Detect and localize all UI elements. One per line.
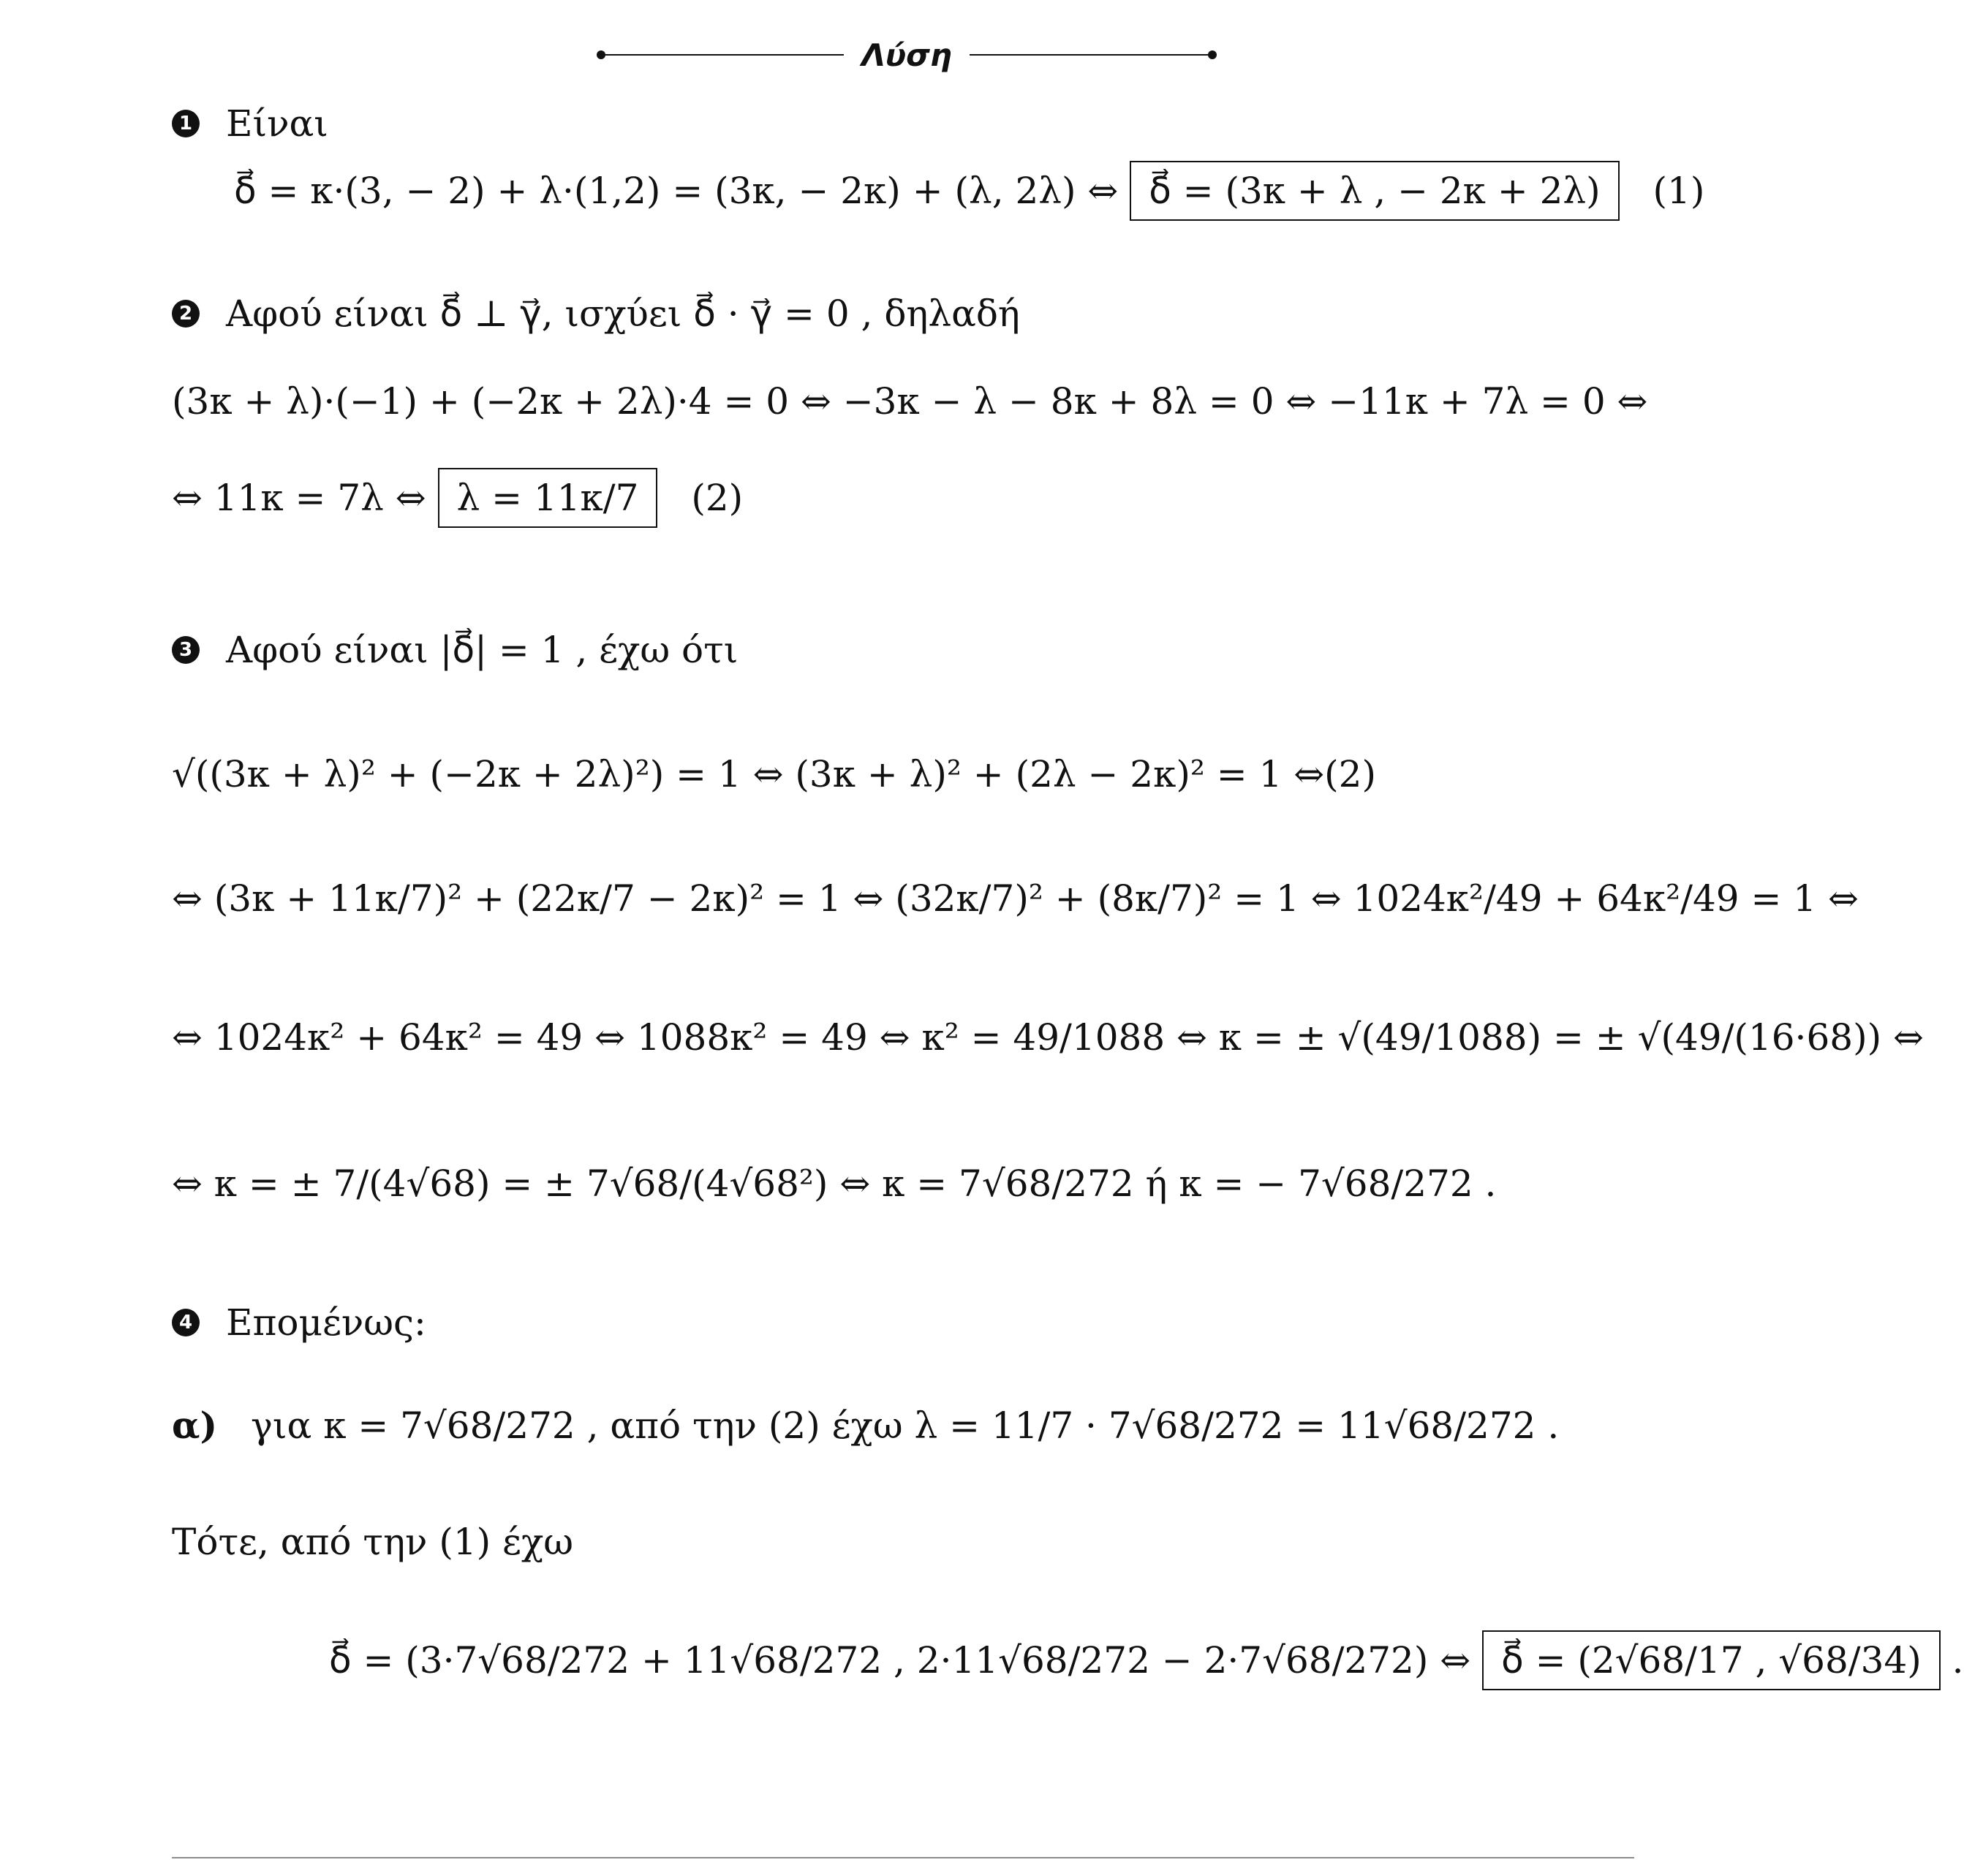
step-4-bullet: 4 <box>172 1309 200 1336</box>
step-3-heading <box>172 629 738 671</box>
case-a <box>172 1404 1559 1447</box>
equation-2: (3κ + λ)·(−1) + (−2κ + 2λ)·4 = 0 ⇔ −3κ − λ − 8κ + 8λ = 0 ⇔ −11κ + 7λ = 0 ⇔ <box>172 380 1648 423</box>
equation-3-tag: (2) <box>691 477 744 519</box>
step-1-heading-text: Είναι <box>226 102 328 145</box>
equation-3-text: ⇔ 11κ = 7λ ⇔ <box>172 477 426 519</box>
step-3-heading-text: Αφού είναι |δ⃗| = 1 , έχω ότι <box>226 629 739 671</box>
equation-9-boxed: δ⃗ = (2√68/17 , √68/34) <box>1482 1630 1941 1690</box>
equation-9-text: δ⃗ = (3·7√68/272 + 11√68/272 , 2·11√68/272 − 2·7√68/272) ⇔ <box>329 1639 1471 1682</box>
equation-9 <box>329 1630 1964 1690</box>
then-text: Τότε, από την (1) έχω <box>172 1521 574 1563</box>
equation-8: για κ = 7√68/272 , από την (2) έχω λ = 11/7 · 7√68/272 = 11√68/272 . <box>251 1404 1560 1447</box>
step-4-heading-text: Επομένως: <box>226 1301 426 1344</box>
step-3-bullet: 3 <box>172 636 200 664</box>
case-a-label: α) <box>172 1404 218 1447</box>
equation-1 <box>234 161 1704 221</box>
equation-4: √((3κ + λ)² + (−2κ + 2λ)²) = 1 ⇔ (3κ + λ)² + (2λ − 2κ)² = 1 ⇔(2) <box>172 753 1376 795</box>
equation-6: ⇔ 1024κ² + 64κ² = 49 ⇔ 1088κ² = 49 ⇔ κ² = 49/1088 ⇔ κ = ± √(49/1088) = ± √(49/(16·68)) ⇔ <box>172 1016 1924 1059</box>
equation-3-boxed: λ = 11κ/7 <box>438 468 658 528</box>
step-2-bullet: 2 <box>172 300 200 328</box>
equation-1-boxed: δ⃗ = (3κ + λ , − 2κ + 2λ) <box>1130 161 1619 221</box>
equation-7: ⇔ κ = ± 7/(4√68) = ± 7√68/(4√68²) ⇔ κ = 7√68/272 ή κ = − 7√68/272 . <box>172 1162 1497 1205</box>
equation-9-end: . <box>1952 1639 1964 1682</box>
equation-1-tag: (1) <box>1653 170 1705 212</box>
page-title <box>600 29 1214 80</box>
step-1-heading <box>172 102 328 145</box>
step-2-heading-text: Αφού είναι δ⃗ ⊥ γ⃗, ισχύει δ⃗ · γ⃗ = 0 , δηλαδή <box>226 292 1020 335</box>
equation-1-text: δ⃗ = κ·(3, − 2) + λ·(1,2) = (3κ, − 2κ) + (λ, 2λ) ⇔ <box>234 170 1119 212</box>
title-rule-right <box>970 54 1214 56</box>
title-rule-left <box>600 54 844 56</box>
step-4-heading <box>172 1301 426 1344</box>
equation-5: ⇔ (3κ + 11κ/7)² + (22κ/7 − 2κ)² = 1 ⇔ (32κ/7)² + (8κ/7)² = 1 ⇔ 1024κ²/49 + 64κ²/49 = 1 ⇔ <box>172 877 1859 920</box>
bottom-divider <box>172 1857 1634 1858</box>
step-1-bullet: 1 <box>172 110 200 137</box>
title-text: Λύση <box>861 37 952 73</box>
equation-3 <box>172 468 743 528</box>
step-2-heading <box>172 292 1020 335</box>
